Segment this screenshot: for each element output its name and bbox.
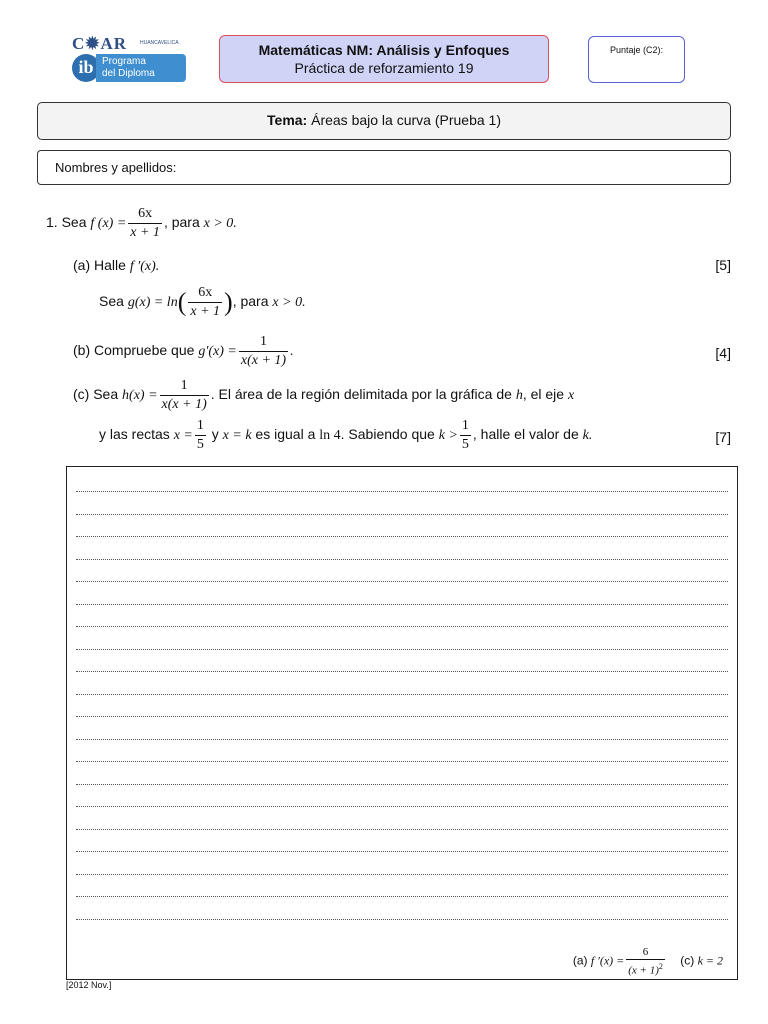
c2-fraction1 (195, 417, 206, 454)
names-field[interactable] (37, 150, 731, 185)
c-den: x(x + 1) (161, 397, 207, 412)
answer-line[interactable] (76, 784, 728, 785)
answer-box[interactable] (66, 466, 738, 980)
fx-num: 6x (128, 205, 162, 224)
g-lhs: g(x) = ln (127, 295, 178, 311)
ib-logo-line1: Programa (102, 56, 146, 67)
answer-c-value: k = 2 (697, 953, 723, 968)
c2-den2: 5 (461, 437, 469, 452)
ib-logo-icon: ib (72, 54, 100, 82)
a-text: Halle (94, 257, 126, 273)
c2-den1: 5 (196, 437, 204, 452)
c2-k2: k. (582, 428, 593, 444)
answer-line[interactable] (76, 896, 728, 897)
c-text2: , el eje (522, 386, 565, 403)
c-x: x (567, 388, 575, 404)
c2-text1: y las rectas (99, 426, 170, 443)
fx-fraction (128, 205, 162, 242)
answer-line[interactable] (76, 491, 728, 492)
answer-line[interactable] (76, 739, 728, 740)
answer-line[interactable] (76, 919, 728, 920)
c2-fraction2 (460, 417, 471, 454)
c2-text5: , halle el valor de (472, 426, 579, 443)
g-prefix: Sea (99, 293, 124, 310)
intro-suffix: , para (163, 214, 200, 231)
answer-line[interactable] (76, 559, 728, 560)
tema-label: Tema: (267, 112, 308, 128)
names-label: Nombres y apellidos: (55, 160, 177, 175)
answer-line[interactable] (76, 694, 728, 695)
c2-text3: es igual a (255, 426, 316, 443)
course-title-box (219, 35, 549, 83)
answer-line[interactable] (76, 851, 728, 852)
answer-a-den: (x + 1) (628, 964, 659, 977)
answer-a-exp: 2 (658, 962, 663, 971)
tema-box (37, 102, 731, 140)
answer-line[interactable] (76, 581, 728, 582)
answer-line[interactable] (76, 716, 728, 717)
answer-a-fraction (626, 945, 665, 978)
course-subtitle: Práctica de reforzamiento 19 (294, 60, 474, 76)
fx-den: x + 1 (130, 225, 160, 240)
a-math: f ′(x). (129, 259, 160, 274)
c-label: (c) (73, 386, 90, 403)
tema-text: Áreas bajo la curva (Prueba 1) (311, 112, 501, 128)
c2-xk: x = k (222, 428, 252, 444)
c-fraction (160, 377, 209, 414)
b-text: Compruebe que (94, 342, 195, 359)
b-label: (b) (73, 342, 91, 359)
c2-k: k > (438, 428, 458, 444)
intro-prefix: Sea (61, 214, 87, 231)
answer-line[interactable] (76, 536, 728, 537)
c2-ln4: ln 4 (319, 428, 341, 444)
right-paren: ) (224, 287, 233, 317)
b-marks: [4] (715, 345, 731, 361)
left-paren: ( (177, 287, 187, 317)
answer-c-label: (c) (680, 953, 695, 968)
c-text1: . El área de la región delimitada por la gráfica de (210, 386, 512, 403)
answer-line[interactable] (76, 671, 728, 672)
c2-text4: . Sabiendo que (340, 426, 435, 443)
answer-a-lhs: f ′(x) = (590, 953, 625, 968)
g-cond: x > 0. (272, 295, 306, 311)
b-den: x(x + 1) (240, 353, 287, 368)
coar-logo-text: C✹AR (72, 34, 128, 53)
g-num: 6x (188, 284, 222, 303)
intro-cond: x > 0. (203, 216, 237, 232)
fx-lhs: f (x) = (90, 216, 127, 232)
coar-logo-subtext: HUANCAVELICA (140, 40, 179, 46)
g-fraction (188, 284, 222, 321)
part-a (73, 257, 159, 275)
part-c-line2 (99, 417, 592, 454)
c2-num2: 1 (460, 417, 471, 436)
b-num: 1 (239, 333, 288, 352)
c-num: 1 (160, 377, 209, 396)
c2-x1: x = (173, 428, 193, 444)
c2-text2: y (211, 426, 219, 443)
c-h: h (515, 388, 523, 404)
a-marks: [5] (715, 257, 731, 273)
answer-a-num: 6 (626, 945, 665, 960)
answer-line[interactable] (76, 806, 728, 807)
course-title: Matemáticas NM: Análisis y Enfoques (258, 42, 510, 58)
answer-line[interactable] (76, 874, 728, 875)
answer-key (573, 945, 723, 978)
b-lhs: g′(x) = (198, 344, 237, 360)
question-intro (46, 205, 237, 242)
a-label: (a) (73, 257, 91, 273)
c-lhs: h(x) = (122, 388, 158, 404)
answer-line[interactable] (76, 514, 728, 515)
g-den: x + 1 (190, 304, 221, 319)
score-label: Puntaje (C2): (609, 45, 664, 55)
source-footer: [2012 Nov.] (66, 980, 112, 990)
answer-line[interactable] (76, 626, 728, 627)
question-number: 1. (46, 214, 58, 231)
c2-num1: 1 (195, 417, 206, 436)
score-box (588, 36, 685, 83)
c-prefix: Sea (93, 386, 119, 403)
ib-logo-line2: del Diploma (102, 68, 155, 79)
answer-line[interactable] (76, 829, 728, 830)
answer-line[interactable] (76, 649, 728, 650)
part-c-line1 (73, 377, 574, 414)
g-suffix: , para (232, 293, 269, 310)
answer-line[interactable] (76, 761, 728, 762)
b-fraction (239, 333, 288, 370)
g-definition (99, 284, 306, 321)
part-b: (b) Compruebe que g′(x) = $\frac{1}{x(x + 1)}$ . (73, 334, 294, 368)
answer-a-label: (a) (572, 953, 588, 968)
answer-line[interactable] (76, 604, 728, 605)
c-marks: [7] (715, 429, 731, 445)
ib-logo-band (96, 54, 186, 82)
